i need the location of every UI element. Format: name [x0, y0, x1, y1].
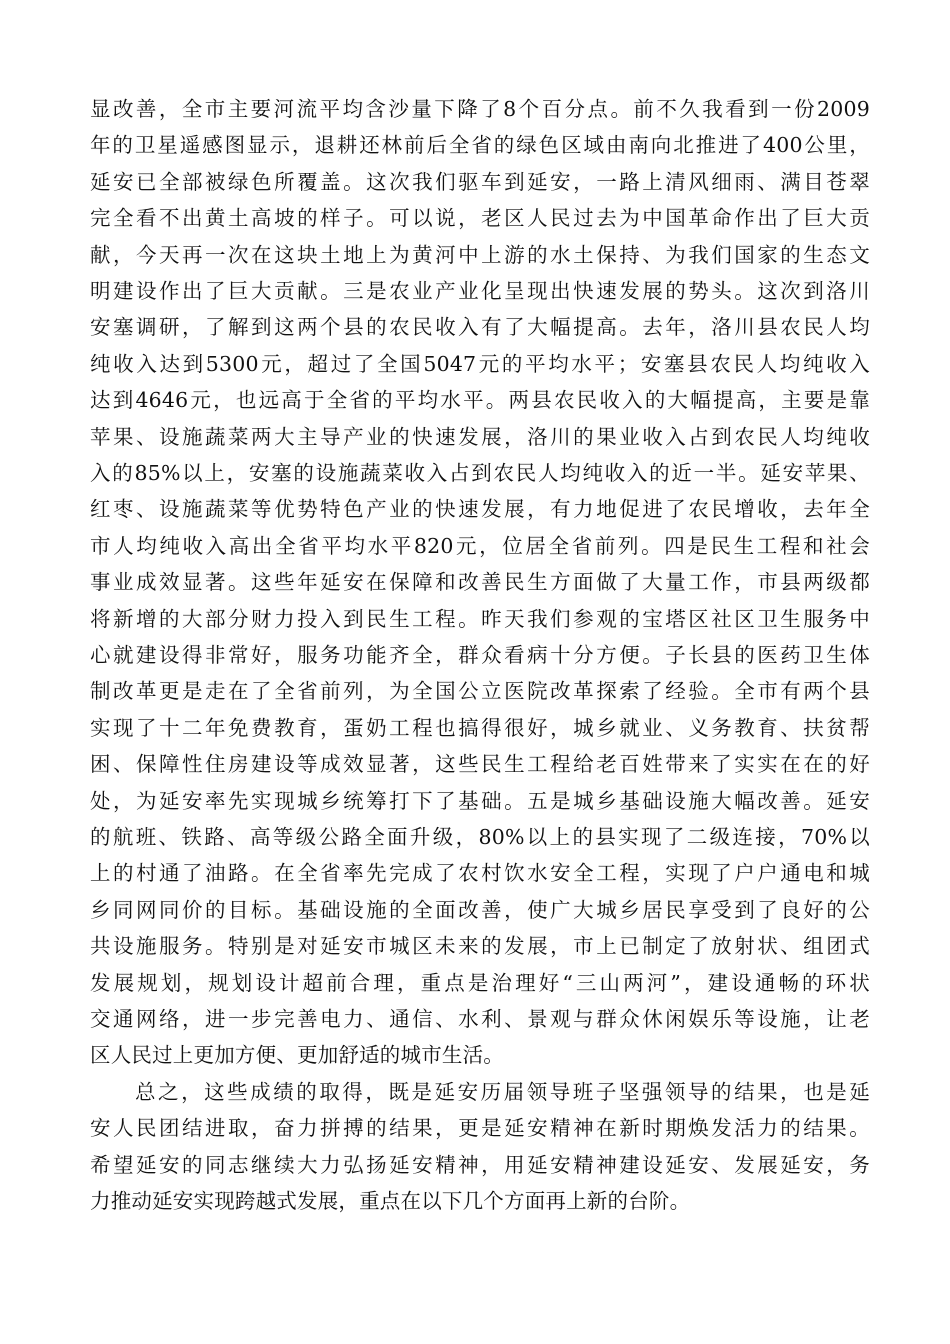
text-line: 交通网络，进一步完善电力、通信、水利、景观与群众休闲娱乐等设施，让老 — [90, 1007, 870, 1031]
text-line: 完全看不出黄土高坡的样子。可以说，老区人民过去为中国革命作出了巨大贡 — [90, 206, 870, 231]
text-line: 心就建设得非常好，服务功能齐全，群众看病十分方便。子长县的医药卫生体 — [90, 643, 870, 667]
text-line: 乡同网同价的目标。基础设施的全面改善，使广大城乡居民享受到了良好的公 — [90, 897, 870, 922]
text-line: 市人均纯收入高出全省平均水平820元，位居全省前列。四是民生工程和社会 — [90, 533, 870, 558]
text-line: 安人民团结进取，奋力拼搏的结果，更是延安精神在新时期焕发活力的结果。 — [90, 1116, 870, 1141]
text-line: 的航班、铁路、高等级公路全面升级，80%以上的县实现了二级连接，70%以 — [90, 825, 870, 849]
text-line: 安塞调研，了解到这两个县的农民收入有了大幅提高。去年，洛川县农民人均 — [90, 315, 870, 340]
text-line: 制改革更是走在了全省前列，为全国公立医院改革探索了经验。全市有两个县 — [90, 679, 870, 704]
text-line: 纯收入达到5300元，超过了全国5047元的平均水平；安塞县农民人均纯收入 — [90, 351, 870, 376]
text-line: 区人民过上更加方便、更加舒适的城市生活。 — [90, 1043, 504, 1068]
text-line: 延安已全部被绿色所覆盖。这次我们驱车到延安，一路上清风细雨、满目苍翠 — [90, 169, 870, 194]
text-line: 年的卫星遥感图显示，退耕还林前后全省的绿色区域由南向北推进了400公里， — [90, 133, 870, 158]
text-line: 希望延安的同志继续大力弘扬延安精神，用延安精神建设延安、发展延安，务 — [90, 1152, 870, 1177]
text-line: 将新增的大部分财力投入到民生工程。昨天我们参观的宝塔区社区卫生服务中 — [90, 606, 870, 631]
text-line: 达到4646元，也远高于全省的平均水平。两县农民收入的大幅提高，主要是靠 — [90, 388, 870, 413]
text-line: 苹果、设施蔬菜两大主导产业的快速发展，洛川的果业收入占到农民人均纯收 — [90, 424, 870, 449]
text-line: 共设施服务。特别是对延安市城区未来的发展，市上已制定了放射状、组团式 — [90, 934, 870, 959]
text-line: 献，今天再一次在这块土地上为黄河中上游的水土保持、为我们国家的生态文 — [90, 242, 870, 267]
text-line: 事业成效显著。这些年延安在保障和改善民生方面做了大量工作，市县两级都 — [90, 570, 870, 595]
text-line: 显改善，全市主要河流平均含沙量下降了8个百分点。前不久我看到一份2009 — [90, 97, 870, 121]
text-line: 发展规划，规划设计超前合理，重点是治理好“三山两河”，建设通畅的环状 — [90, 970, 870, 995]
text-line: 上的村通了油路。在全省率先完成了农村饮水安全工程，实现了户户通电和城 — [90, 861, 870, 886]
text-line: 总之，这些成绩的取得，既是延安历届领导班子坚强领导的结果，也是延 — [135, 1079, 870, 1104]
text-line: 实现了十二年免费教育，蛋奶工程也搞得很好，城乡就业、义务教育、扶贫帮 — [90, 715, 870, 740]
text-line: 明建设作出了巨大贡献。三是农业产业化呈现出快速发展的势头。这次到洛川 — [90, 279, 870, 303]
text-line: 困、保障性住房建设等成效显著，这些民生工程给老百姓带来了实实在在的好 — [90, 752, 870, 777]
text-line: 处，为延安率先实现城乡统筹打下了基础。五是城乡基础设施大幅改善。延安 — [90, 788, 870, 813]
text-line: 入的85%以上，安塞的设施蔬菜收入占到农民人均纯收入的近一半。延安苹果、 — [90, 461, 870, 485]
text-line: 力推动延安实现跨越式发展，重点在以下几个方面再上新的台阶。 — [90, 1189, 691, 1213]
text-line: 红枣、设施蔬菜等优势特色产业的快速发展，有力地促进了农民增收，去年全 — [90, 497, 870, 522]
